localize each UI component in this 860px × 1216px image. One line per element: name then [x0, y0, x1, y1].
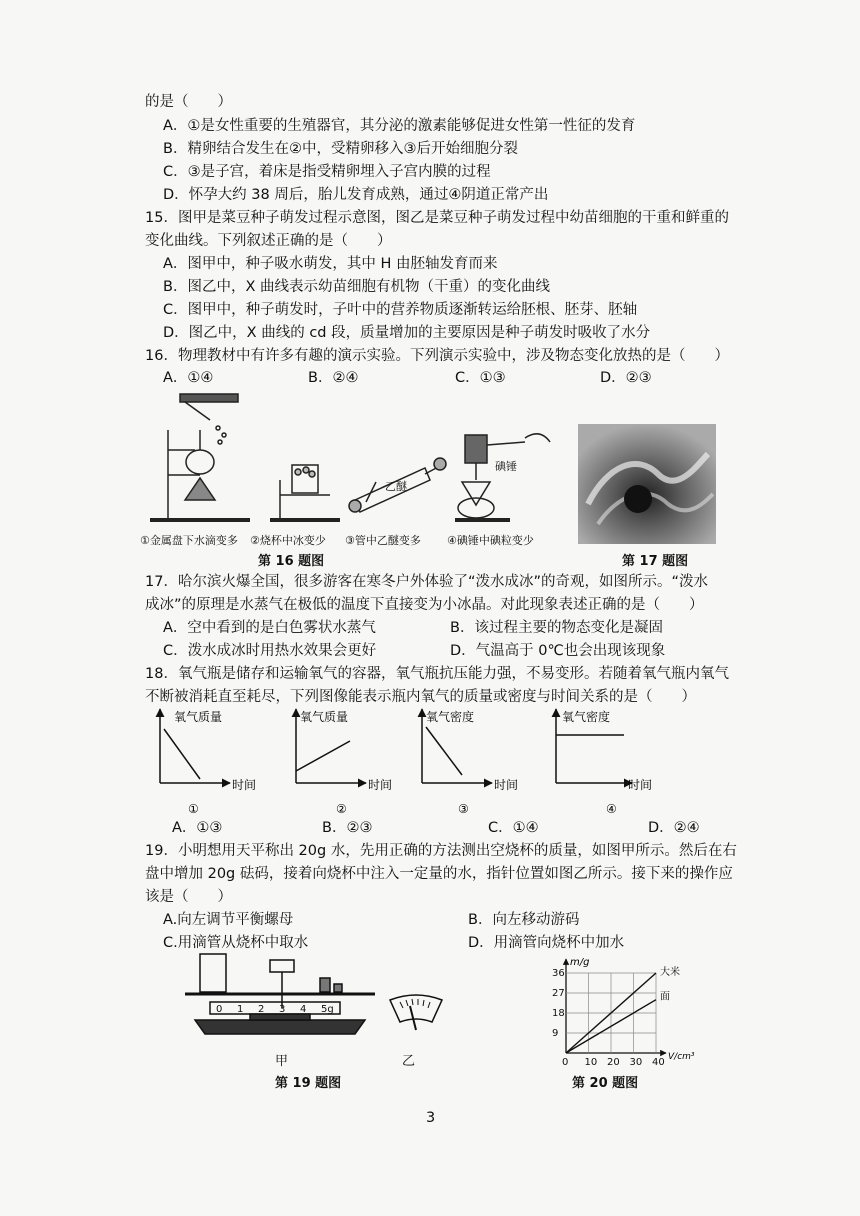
q19-option-b: B．向左移动游码 [468, 912, 580, 928]
q20-y-tick-3: 36 [552, 968, 565, 979]
q14-option-c: C．③是子宫，着床是指受精卵埋入子宫内膜的过程 [163, 164, 491, 180]
page-number: 3 [426, 1110, 436, 1126]
q20-x-tick-0: 0 [562, 1057, 569, 1068]
scale-tick-4: 4 [300, 1004, 307, 1015]
q18-graph-3-xlabel: 时间 [494, 778, 519, 792]
q15-stem-line1: 15．图甲是菜豆种子萌发过程示意图，图乙是菜豆种子萌发过程中幼苗细胞的干重和鲜重的 [145, 210, 729, 226]
weight-small [320, 978, 330, 992]
experiment-2-illustration [270, 465, 340, 520]
q16-option-a: A．①④ [163, 370, 214, 386]
q18-graph-3-ylabel: 氧气密度 [426, 710, 475, 724]
q19-option-a: A.向左调节平衡螺母 [163, 912, 294, 928]
q17-stem-line2: 成冰”的原理是水蒸气在极低的温度下直接变为小冰晶。对此现象表述正确的是（ ） [145, 597, 704, 613]
q20-y-tick-1: 18 [552, 1008, 565, 1019]
q16-option-c: C．①③ [455, 370, 506, 386]
q19-option-d: D．用滴管向烧杯中加水 [468, 935, 625, 951]
q17-stem-line1: 17．哈尔滨火爆全国，很多游客在寒冬户外体验了“泼水成冰”的奇观，如图所示。“泼水 [145, 574, 708, 590]
q19-balance-figure [180, 950, 380, 1050]
q18-graph-2-line [296, 741, 350, 771]
q16-option-d: D．②③ [600, 370, 652, 386]
q17-option-d: D．气温高于 0℃也会出现该现象 [450, 643, 666, 659]
q17-figure-label: 第 17 题图 [622, 554, 689, 569]
q19-figure-label: 第 19 题图 [275, 1076, 342, 1091]
q14-option-a: A．①是女性重要的生殖器官，其分泌的激素能够促进女性第一性征的发育 [163, 118, 636, 134]
q18-stem-line1: 18．氧气瓶是储存和运输氧气的容器，氧气瓶抗压能力强，不易变形。若随着氧气瓶内氧气 [145, 666, 729, 682]
weight-tiny [334, 984, 342, 992]
q19-stem-line2: 盘中增加 20g 砝码，接着向烧杯中注入一定量的水，指针位置如图乙所示。接下来的操作应 [145, 866, 733, 882]
q20-x-tick-1: 10 [584, 1057, 598, 1068]
q16-figure-label: 第 16 题图 [258, 554, 325, 569]
q19-option-c: C.用滴管从烧杯中取水 [163, 935, 309, 951]
q16-caption-3: ③管中乙醚变多 [345, 534, 421, 547]
q18-graph-1-number: ① [188, 802, 199, 816]
q14-stem-tail: 的是（ ） [145, 94, 232, 110]
q16-stem: 16．物理教材中有许多有趣的演示实验。下列演示实验中，涉及物态变化放热的是（ ） [145, 348, 729, 364]
q18-graph-4-xlabel: 时间 [628, 778, 653, 792]
q18-option-b: B．②③ [322, 820, 373, 836]
q18-graphs [150, 705, 670, 817]
q18-option-c: C．①④ [488, 820, 539, 836]
q16-option-b: B．②④ [308, 370, 359, 386]
q20-y-tick-0: 9 [552, 1028, 559, 1039]
q18-graph-1-line [164, 729, 200, 779]
q17-option-b: B．该过程主要的物态变化是凝固 [450, 620, 663, 636]
q18-option-a: A．①③ [172, 820, 223, 836]
q20-x-tick-4: 40 [652, 1057, 665, 1068]
q20-series-label-0: 大米 [660, 967, 680, 978]
q19-pointer-figure [386, 992, 446, 1034]
q20-x-tick-3: 30 [629, 1057, 643, 1068]
q18-graph-2-xlabel: 时间 [368, 778, 393, 792]
q18-option-d: D．②④ [648, 820, 700, 836]
experiment-4-illustration [455, 434, 550, 520]
q18-graph-4-number: ④ [606, 802, 617, 816]
q14-option-d: D．怀孕大约 38 周后，胎儿发育成熟，通过④阴道正常产出 [163, 187, 549, 203]
q16-caption-4: ④碘锤中碘粒变少 [447, 534, 534, 547]
q20-x-tick-2: 20 [607, 1057, 620, 1068]
scale-tick-2: 2 [258, 1004, 265, 1015]
q15-option-d: D．图乙中，X 曲线的 cd 段，质量增加的主要原因是种子萌发时吸收了水分 [163, 325, 651, 341]
q17-option-a: A．空中看到的是白色雾状水蒸气 [163, 620, 376, 636]
q18-graph-1-xlabel: 时间 [232, 778, 257, 792]
q18-graph-3-line [426, 727, 462, 775]
q15-option-c: C．图甲中，种子萌发时，子叶中的营养物质逐渐转运给胚根、胚芽、胚轴 [163, 302, 638, 318]
q15-stem-line2: 变化曲线。下列叙述正确的是（ ） [145, 233, 392, 249]
q18-graph-2-ylabel: 氧气质量 [300, 710, 349, 724]
q14-option-b: B．精卵结合发生在②中，受精卵移入③后开始细胞分裂 [163, 141, 518, 157]
q18-graph-3-number: ③ [458, 802, 469, 816]
q19-label-jia: 甲 [275, 1054, 289, 1069]
q19-stem-line1: 19．小明想用天平称出 20g 水，先用正确的方法测出空烧杯的质量，如图甲所示。然后在右 [145, 843, 737, 859]
pointer-needle [410, 1006, 416, 1030]
q20-chart [540, 955, 715, 1073]
scale-tick-3: 3 [279, 1004, 286, 1015]
beaker-icon [200, 954, 226, 992]
q18-graph-4-ylabel: 氧气密度 [562, 710, 611, 724]
q19-stem-line3: 该是（ ） [145, 889, 232, 905]
iodine-hammer-label: 碘锤 [495, 460, 517, 473]
q17-photo [578, 424, 716, 544]
q15-option-b: B．图乙中，X 曲线表示幼苗细胞有机物（干重）的变化曲线 [163, 279, 550, 295]
experiment-3-illustration [349, 458, 446, 512]
q19-label-yi: 乙 [402, 1054, 416, 1069]
q20-figure-label: 第 20 题图 [572, 1076, 639, 1091]
q20-series-label-1: 面 [660, 991, 670, 1003]
q18-graph-2-number: ② [336, 802, 347, 816]
q20-y-tick-2: 27 [552, 988, 565, 999]
ether-label: 乙醚 [385, 480, 407, 493]
q20-x-axis-label: V/cm³ [668, 1052, 695, 1062]
q16-figure [140, 390, 560, 530]
scale-tick-0: 0 [216, 1004, 223, 1015]
q15-option-a: A．图甲中，种子吸水萌发，其中 H 由胚轴发育而来 [163, 256, 498, 272]
q16-caption-1: ①金属盘下水滴变多 [140, 534, 238, 547]
experiment-1-illustration [150, 394, 250, 520]
q17-option-c: C．泼水成冰时用热水效果会更好 [163, 643, 377, 659]
q16-caption-2: ②烧杯中冰变少 [250, 534, 326, 547]
q20-y-axis-label: m/g [570, 957, 590, 968]
scale-tick-1: 1 [237, 1004, 244, 1015]
pointer-dial [270, 960, 294, 972]
scale-tick-5: 5g [321, 1004, 334, 1015]
q18-stem-line2: 不断被消耗直至耗尽，下列图像能表示瓶内氧气的质量或密度与时间关系的是（ ） [145, 689, 696, 705]
q18-graph-1-ylabel: 氧气质量 [174, 710, 223, 724]
